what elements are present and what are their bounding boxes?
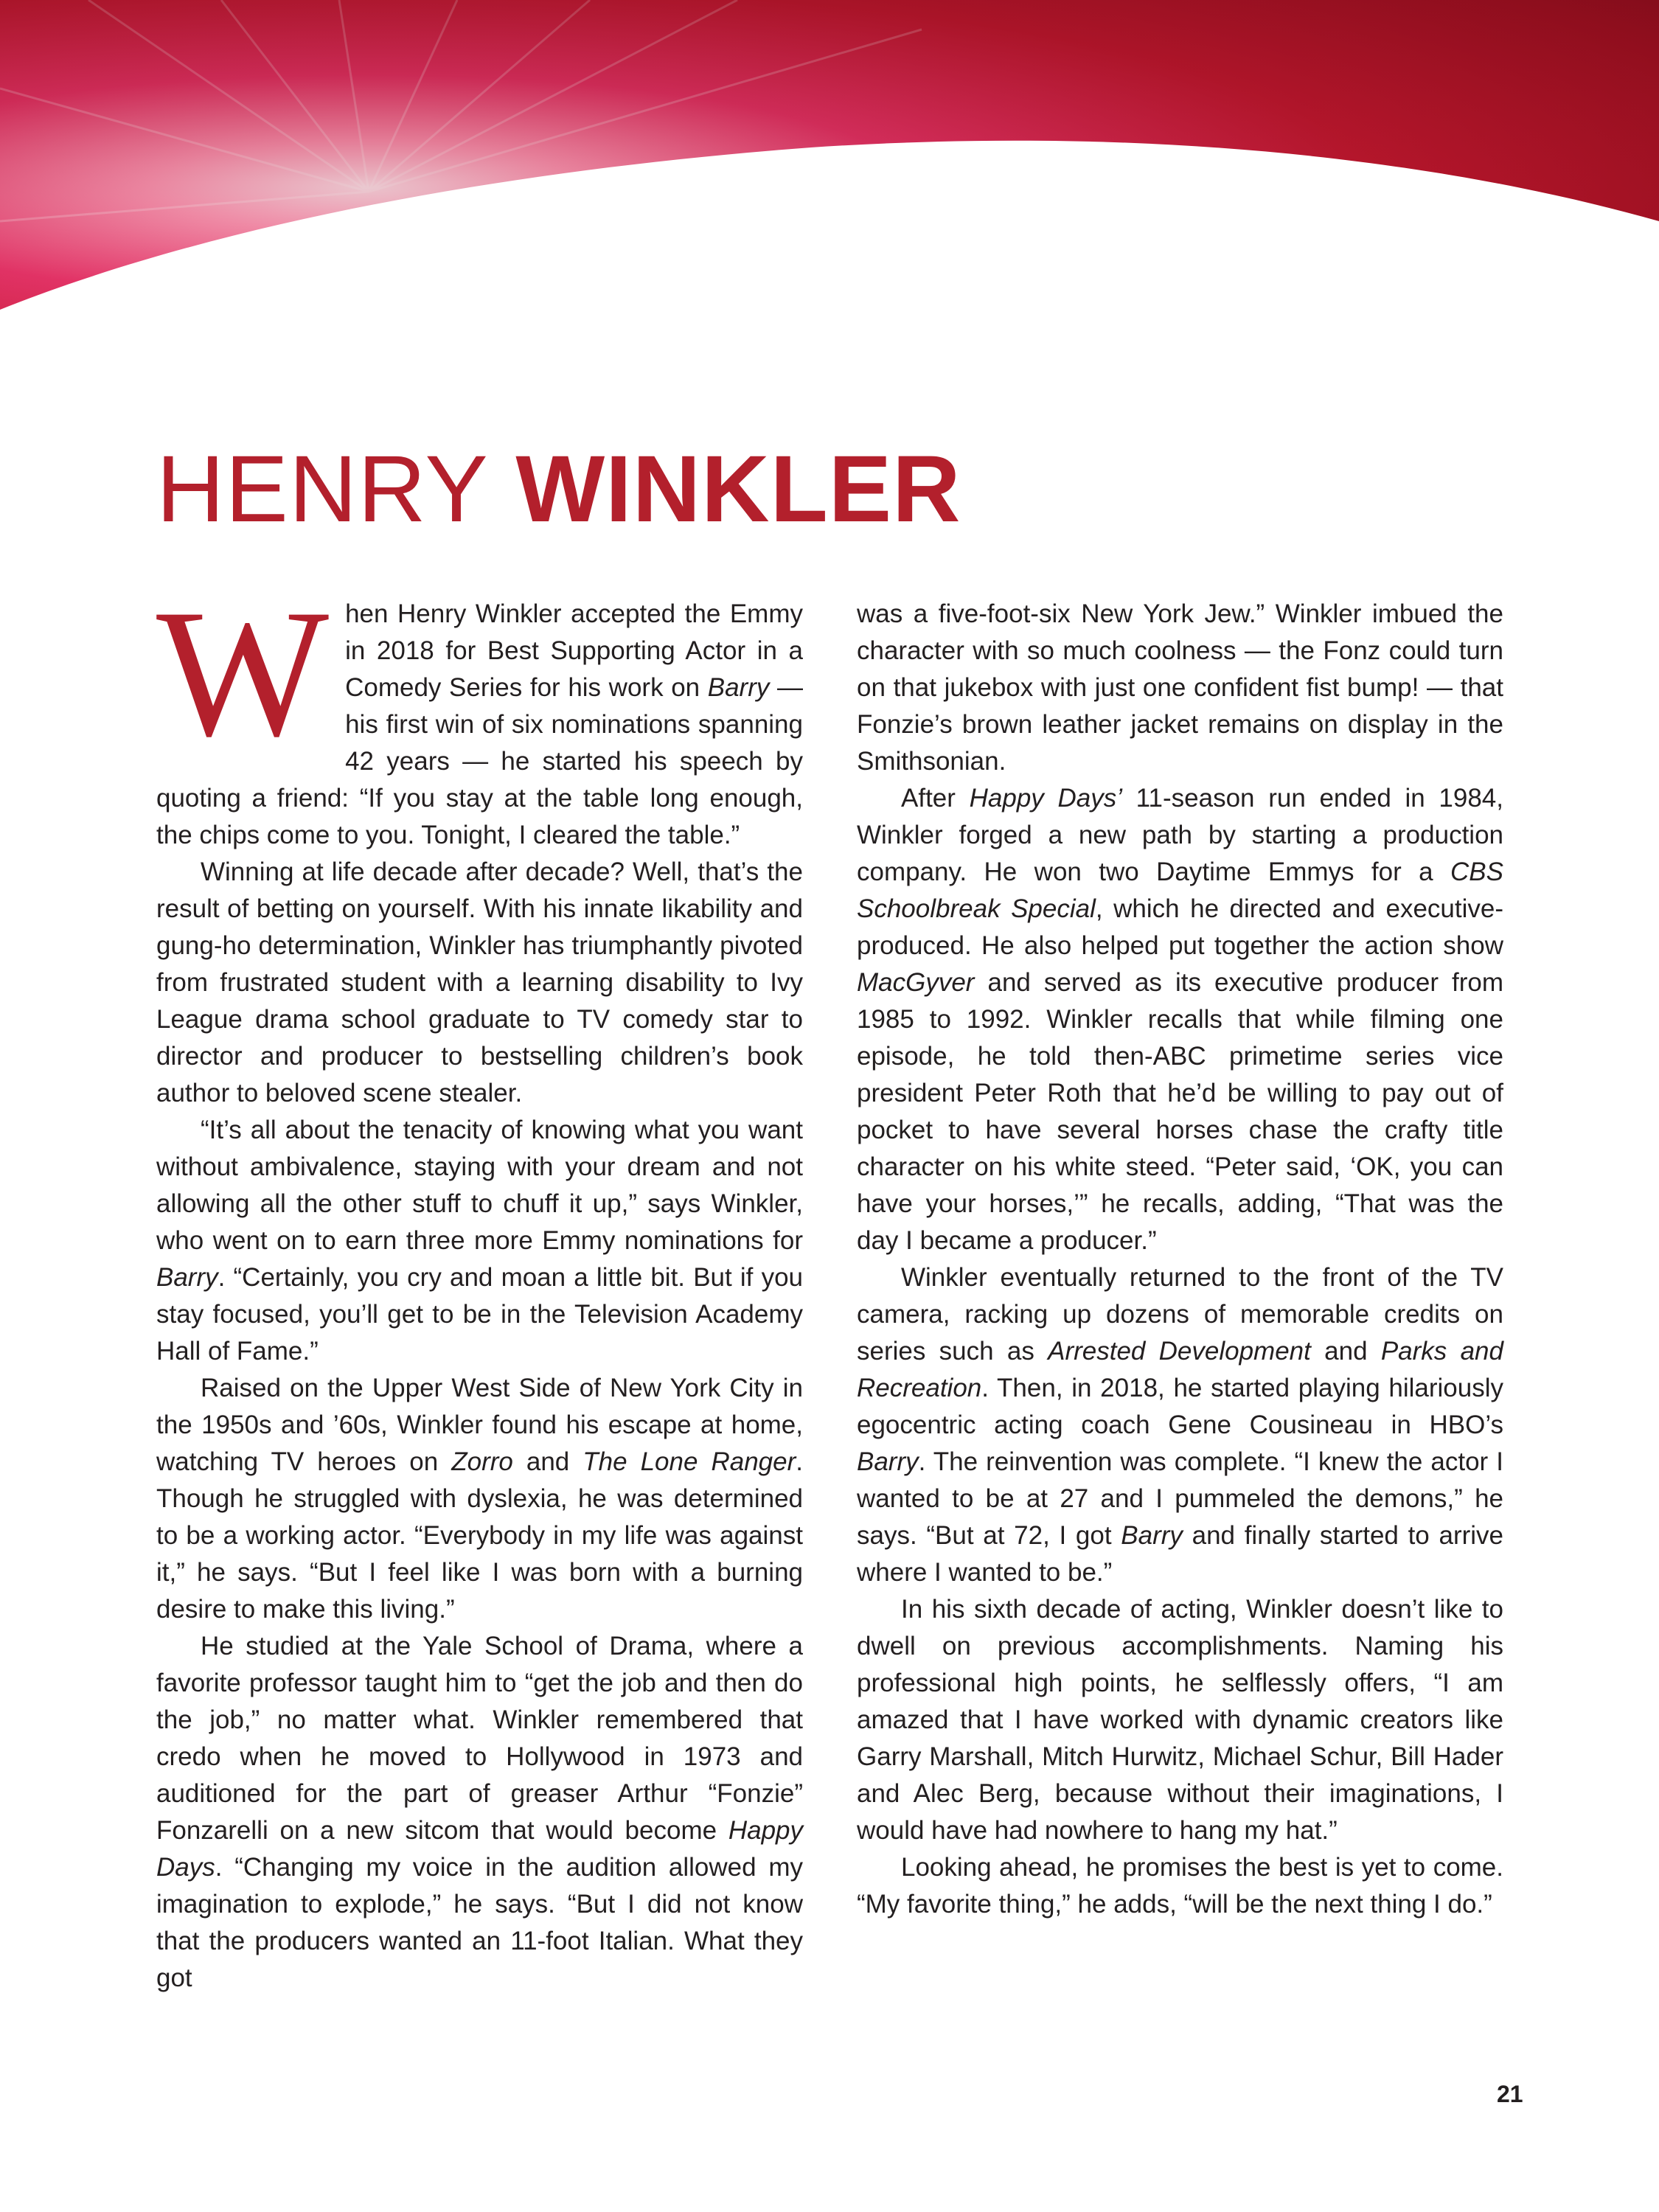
article-paragraph bbox=[857, 1259, 1503, 1591]
italic-title-text: Arrested Development bbox=[1048, 1337, 1311, 1366]
article-paragraph bbox=[156, 1112, 803, 1370]
italic-title-text: MacGyver bbox=[857, 968, 975, 997]
paragraph-text: hen Henry Winkler accepted the Emmy in 2018 for Best Supporting Actor in a Comedy Series for his work on bbox=[345, 599, 803, 702]
italic-title-text: Zorro bbox=[451, 1447, 513, 1476]
paragraph-text: and bbox=[1310, 1337, 1381, 1366]
paragraph-text: After bbox=[901, 784, 970, 813]
paragraph-text: He studied at the Yale School of Drama, where a favorite professor taught him to “get the job and then do the job,” no matter what. Winkler remembered that credo when he moved to Hollywood in 1973 and auditioned for the part of greaser Arthur “Fonzie” Fonzarelli on a new sitcom that would become bbox=[156, 1632, 803, 1845]
header-banner bbox=[0, 0, 1659, 339]
article-title bbox=[156, 437, 961, 542]
paragraph-text: In his sixth decade of acting, Winkler doesn’t like to dwell on previous accomplishments. Naming his professional high points, he selflessly offers, “I am amazed that I have worked with dynamic creators like Garry Marshall, Mitch Hurwitz, Michael Schur, Bill Hader and Alec Berg, because without their imaginations, I would have had nowhere to hang my hat.” bbox=[857, 1595, 1503, 1845]
paragraph-text: , which he directed and executive-produced. He also helped put together the action show bbox=[857, 894, 1503, 960]
article-column-right bbox=[857, 596, 1503, 1923]
italic-title-text: Parks and Recreation bbox=[857, 1337, 1503, 1402]
paragraph-text: Winning at life decade after decade? Well, that’s the result of betting on yourself. With his innate likability and gung-ho determination, Winkler has triumphantly pivoted from frustrated student with a learning disability to Ivy League drama school graduate to TV comedy star to director and producer to bestselling children’s book author to beloved scene stealer. bbox=[156, 858, 803, 1107]
italic-title-text: Happy Days bbox=[156, 1816, 803, 1882]
article-column-left bbox=[156, 571, 803, 1997]
italic-title-text: CBS Schoolbreak Special bbox=[857, 858, 1503, 923]
paragraph-text: Winkler eventually returned to the front of the TV camera, racking up dozens of memorable credits on series such as bbox=[857, 1263, 1503, 1366]
italic-title-text: Barry bbox=[1121, 1521, 1183, 1550]
italic-title-text: Happy Days’ bbox=[969, 784, 1122, 813]
article-paragraph bbox=[857, 596, 1503, 780]
article-paragraph bbox=[156, 854, 803, 1112]
paragraph-text: Looking ahead, he promises the best is yet to come. “My favorite thing,” he adds, “will be the next thing I do.” bbox=[857, 1853, 1503, 1919]
article-paragraph bbox=[857, 1849, 1503, 1923]
article-paragraph bbox=[156, 571, 803, 854]
title-first-name: HENRY bbox=[156, 437, 489, 542]
paragraph-text: Raised on the Upper West Side of New York City in the 1950s and ’60s, Winkler found his escape at home, watching TV heroes on bbox=[156, 1374, 803, 1476]
paragraph-text: and bbox=[512, 1447, 583, 1476]
italic-title-text: Barry bbox=[156, 1263, 218, 1292]
paragraph-text: 11-season run ended in 1984, Winkler forged a new path by starting a production company. He won two Daytime Emmys for a bbox=[857, 784, 1503, 886]
paragraph-text: — his first win of six nominations spanning 42 years — he started his speech by quoting a friend: “If you stay at the table long enough, the chips come to you. Tonight, I cleared the table.” bbox=[156, 673, 803, 849]
italic-title-text: The Lone Ranger bbox=[582, 1447, 796, 1476]
red-burst-graphic bbox=[0, 0, 1659, 339]
article-paragraph bbox=[857, 780, 1503, 1259]
paragraph-text: “It’s all about the tenacity of knowing what you want without ambivalence, staying with your dream and not allowing all the other stuff to chuff it up,” says Winkler, who went on to earn three more Emmy nominations for bbox=[156, 1116, 803, 1255]
italic-title-text: Barry bbox=[857, 1447, 919, 1476]
paragraph-text: . “Changing my voice in the audition allowed my imagination to explode,” he says. “But I did not know that the producers wanted an 11-foot Italian. What they got bbox=[156, 1853, 803, 1992]
paragraph-text: was a five-foot-six New York Jew.” Winkler imbued the character with so much coolness — the Fonz could turn on that jukebox with just one confident fist bump! — that Fonzie’s brown leather jacket remains on display in the Smithsonian. bbox=[857, 599, 1503, 776]
article-paragraph bbox=[857, 1591, 1503, 1849]
article-paragraph bbox=[156, 1628, 803, 1997]
paragraph-text: . Then, in 2018, he started playing hilariously egocentric acting coach Gene Cousineau in HBO’s bbox=[857, 1374, 1503, 1439]
drop-cap: W bbox=[156, 571, 330, 774]
paragraph-text: . Though he struggled with dyslexia, he was determined to be a working actor. “Everybody in my life was against it,” he says. “But I feel like I was born with a burning desire to make this living.” bbox=[156, 1447, 803, 1624]
paragraph-text: and served as its executive producer from 1985 to 1992. Winkler recalls that while filming one episode, he told then-ABC primetime series vice president Peter Roth that he’d be willing to pay out of pocket to have several horses chase the crafty title character on his white steed. “Peter said, ‘OK, you can have your horses,’” he recalls, adding, “That was the day I became a producer.” bbox=[857, 968, 1503, 1255]
title-last-name: WINKLER bbox=[515, 437, 961, 542]
paragraph-text: . “Certainly, you cry and moan a little bit. But if you stay focused, you’ll get to be in the Television Academy Hall of Fame.” bbox=[156, 1263, 803, 1366]
paragraph-text: . The reinvention was complete. “I knew the actor I wanted to be at 27 and I pummeled the demons,” he says. “But at 72, I got bbox=[857, 1447, 1503, 1550]
page-number: 21 bbox=[1497, 2081, 1523, 2107]
article-paragraph bbox=[156, 1370, 803, 1628]
italic-title-text: Barry bbox=[707, 673, 770, 702]
paragraph-text: and finally started to arrive where I wanted to be.” bbox=[857, 1521, 1503, 1587]
